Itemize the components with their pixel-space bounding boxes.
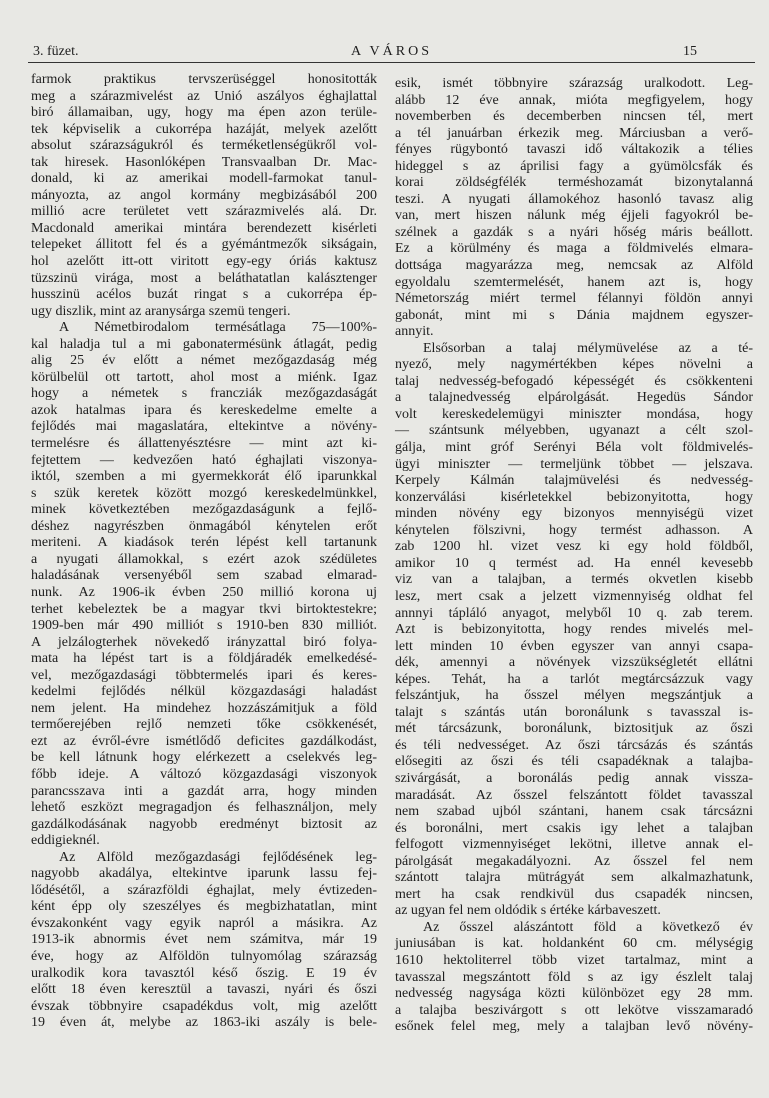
text-line: párolgását megakadályozni. Az ősszel fel nem	[395, 853, 753, 869]
text-line: gazdálkodásának nagyobb eredményt biztosit az	[31, 816, 377, 832]
text-line: tüzszinü virága, most a beláthatatlan kalásztenger	[31, 270, 377, 286]
text-line: eddigieknél.	[31, 833, 100, 849]
text-line: lett minden 10 évben egyszer van annyi csapa-	[395, 638, 753, 654]
text-line: nedvesség nagysága közti különbözet egy 28 mm.	[395, 986, 753, 1002]
paragraph	[395, 76, 753, 341]
paragraph	[31, 72, 377, 320]
text-line: minden növény egy bizonyos mennyiségü vizet	[395, 506, 753, 522]
text-line: felszántjuk, ha ősszel mélyen megszántjuk a	[395, 688, 753, 704]
text-line: évszak többnyire csapadékdus volt, mig azelőtt	[31, 998, 377, 1014]
text-line: lesz, mert csak a jelzett vizmennyiség oldhat fel	[395, 588, 753, 604]
text-line: telepeket állitott fel és a gyémántmezők sikságain,	[31, 237, 377, 253]
text-line: lődésétől, a szárazföldi éghajlat, mely évtizeden-	[31, 882, 377, 898]
text-line: főbb ideje. A változó közgazdasági viszonyok	[31, 766, 377, 782]
text-line: haladásának versenyéből sem szabad elmarad-	[31, 568, 377, 584]
text-line: mét tárcsázunk, boronálunk, biztositjuk az őszi	[395, 721, 753, 737]
text-line: tavasszal megszántott föld s az igy észlelt talaj	[395, 969, 753, 985]
paragraph	[31, 850, 377, 1032]
text-line: hogy a németek s francziák mezőgazdaságát	[31, 386, 377, 402]
text-line: 1610 hektoliterrel több vizet tartalmaz, mint a	[395, 952, 753, 968]
text-line: nem jelent. Ha mindehez hozzászámitjuk a föld	[31, 700, 377, 716]
text-line: körülbelül ott tartott, ahol most a miénk. Igaz	[31, 369, 377, 385]
text-line: parancsszava inti a gazdát arra, hogy minden	[31, 783, 377, 799]
text-line: nem szabad ujból szántani, hanem csak tárcsázni	[395, 804, 753, 820]
text-line: elősegiti az őszi és téli csapadéknak a talajba-	[395, 754, 753, 770]
text-line: gálja, mint gróf Serényi Béla volt földmivelés-	[395, 440, 753, 456]
text-line: lehető eszközt megragadjon és felhasználjon, mely	[31, 800, 377, 816]
text-line: szántott talajra mütrágyát sem alkalmazhatunk,	[395, 870, 753, 886]
text-line: juniusában is kat. holdanként 60 cm. mélységig	[395, 936, 753, 952]
text-line: előtt 18 éven keresztül a tavaszi, nyári és őszi	[31, 982, 377, 998]
text-line: éve, hogy az Alföldön tulnyomólag szárazság	[31, 948, 377, 964]
text-line: novemberben és decemberben nincsen tél, mert	[395, 109, 753, 125]
text-line: mert ha csak rendkivül dus csapadék nincsen,	[395, 886, 753, 902]
text-line: uralkodik kora tavasztól késő őszig. E 19 év	[31, 965, 377, 981]
text-line: tek képviselik a cukorrépa hazáját, melyek azelőtt	[31, 121, 377, 137]
text-line: donald, ki az amerikai modell-farmokat tanul-	[31, 171, 377, 187]
text-line: farmok praktikus tervszerüséggel honositották	[31, 72, 377, 87]
text-line: Kerpely Kálmán talajmüvelési és nedvesség-	[395, 473, 753, 489]
text-line: kal haladja tul a mi gabonatermésünk átlagát, pedig	[31, 336, 377, 352]
text-line: Ez a körülmény és maga a földmivelés elmara-	[395, 241, 753, 257]
text-line: szélnek a gazdák s a nyári hőség máris beállott.	[395, 224, 753, 240]
text-line: A Németbirodalom termésátlaga 75—100%-	[59, 320, 377, 336]
text-line: kedelmi fejlődés nélkül közgazdasági haladást	[31, 684, 377, 700]
text-line: a nyugati államokkal, s ezért azok szédületes	[31, 551, 377, 567]
text-line: esőnek felel meg, mely a talajban levő növény-	[395, 1019, 753, 1035]
text-column-right	[395, 76, 753, 1036]
text-line: Az ősszel alászántott föld a következő év	[423, 919, 753, 935]
header-rule	[28, 62, 755, 63]
text-line: minek következtében mezőgazdaságunk a fejlő-	[31, 502, 377, 518]
text-line: fejlődés mai magaslatára, eltekintve a növény-	[31, 419, 377, 435]
running-header	[28, 44, 755, 62]
text-line: és téli nedvességet. Az őszi tárcsázás és szántás	[395, 737, 753, 753]
text-line: 1909-ben már 490 milliót s 1910-ben 830 milliót.	[31, 618, 377, 634]
text-line: dék, amennyi a növények vizszükségletét ellátni	[395, 655, 753, 671]
text-line: Azt is bebizonyitotta, hogy rendes mivelés mel-	[395, 622, 753, 638]
text-line: viz van a talajban, a termés okvetlen kisebb	[395, 572, 753, 588]
issue-label: 3. füzet.	[33, 44, 79, 59]
text-line: termelésre és állattenyésztésre — mint azt ki-	[31, 436, 377, 452]
text-line: — szántsunk mélyebben, ugyanazt a célt szol-	[395, 423, 753, 439]
text-line: volt kereskedelemügyi miniszter mondása, hogy	[395, 406, 753, 422]
text-line: tak hiresek. Hasonlóképen Transvaalban Dr. Mac-	[31, 154, 377, 170]
paragraph	[395, 341, 753, 920]
text-line: terhet kebeleztek be a magyar tkvi birtoktestekre;	[31, 601, 377, 617]
text-line: zab 1200 hl. vizet vesz ki egy hold földből,	[395, 539, 753, 555]
text-line: meg a szárazmivelést az Unió aszályos éghajlattal	[31, 88, 377, 104]
text-line: maradását. Az ősszel felszántott földet tavasszal	[395, 787, 753, 803]
text-line: biró államaiban, ugy, hogy ma épen azon terüle-	[31, 105, 377, 121]
text-line: ként épp oly szeszélyes és megbizhatatlan, mint	[31, 899, 377, 915]
text-line: 19 éven át, melybe az 1863-iki aszály is bele-	[31, 1015, 377, 1031]
text-line: a talajnedvesség elpárolgását. Hegedüs Sándor	[395, 390, 753, 406]
text-line: déshez nagyrészben önmagából kénytelen erőt	[31, 518, 377, 534]
text-line: ezt az évről-évre ismétlődő deficites gazdálkodást,	[31, 733, 377, 749]
text-line: a tél januárban érkezik meg. Márciusban a verő-	[395, 125, 753, 141]
text-line: fényes rügybontó tavaszi idő váltakozik a télies	[395, 142, 753, 158]
text-line: esik, ismét többnyire szárazság uralkodott. Leg-	[395, 76, 753, 91]
text-line: kénytelen fölszivni, hogy termést adhasson. A	[395, 522, 753, 538]
text-line: felfogott vizmennyiséget lekötni, illetve annak el-	[395, 837, 753, 853]
text-line: hideggel s az áprilisi fagy a gyümölcsfák és	[395, 158, 753, 174]
text-line: az ugyan fel nem oldódik s értéke kárbaveszett.	[395, 903, 661, 919]
text-line: hol azelőtt itt-ott viritott egy-egy óriás kaktusz	[31, 254, 377, 270]
text-line: vel, mezőgazdasági többtermelés ipari és keres-	[31, 667, 377, 683]
text-line: dottsága magyarázza meg, nemcsak az Alföld	[395, 258, 753, 274]
journal-title: A VÁROS	[350, 44, 433, 59]
text-line: alig 25 év előtt a német mezőgazdaság még	[31, 353, 377, 369]
text-line: alább 12 éve annak, mióta megfigyelem, hogy	[395, 92, 753, 108]
text-column-left	[31, 72, 377, 1032]
text-line: ugy diszlik, mint az aranysárga szemü tengeri.	[31, 303, 291, 319]
text-line: be kell látnunk hogy elérkezett a cselekvés leg-	[31, 750, 377, 766]
text-line: meriteni. A kiadások terén lépést kell tartanunk	[31, 535, 377, 551]
text-line: mata ha lépést tart is a földjáradék emelkedésé-	[31, 651, 377, 667]
text-line: annnyi tápláló anyagot, melyből 10 q. zab terem.	[395, 605, 753, 621]
text-line: Németország miért termel félannyi földön annyi	[395, 291, 753, 307]
text-line: ügyi miniszter — termeljünk többet — jelszava.	[395, 456, 753, 472]
text-line: mányozta, az angol kormány megbizásából 200	[31, 187, 377, 203]
text-line: van, mert hiszen nálunk még éjjeli fagyokról be-	[395, 208, 753, 224]
text-line: szivárgását, a boronálás pedig annak vissza-	[395, 770, 753, 786]
paragraph	[395, 920, 753, 1036]
text-line: nyező, mely nagymértékben képes növelni a	[395, 357, 753, 373]
text-line: Macdonald amerikai mintára berendezett kisérleti	[31, 220, 377, 236]
text-line: évszakonként vagy egyik napról a másikra. Az	[31, 915, 377, 931]
text-line: s szük keretek között mozgó kereskedelmünkkel,	[31, 485, 377, 501]
text-line: egyoldalu szemtermelését, hanem azt is, hogy	[395, 274, 753, 290]
text-line: képes. Tehát, ha a tarlót megtárcsázzuk vagy	[395, 671, 753, 687]
text-line: Az Alföld mezőgazdasági fejlődésének leg-	[59, 849, 377, 865]
text-line: talajt s szántás után boronálunk s tavasszal is-	[395, 704, 753, 720]
text-line: talaj nedvesség-befogadó képességét és csökkenteni	[395, 373, 753, 389]
text-line: iktól, szemben a mi gyermekkorát élő iparunkkal	[31, 469, 377, 485]
text-line: 1913-ik abnormis évet nem számitva, már 19	[31, 932, 377, 948]
text-line: a talajba beszivárgott s ott lekötve visszamaradó	[395, 1002, 753, 1018]
text-line: millió acre területet vett szárazmivelés alá. Dr.	[31, 204, 377, 220]
text-line: konzerválási kisérletekkel bebizonyitotta, hogy	[395, 489, 753, 505]
text-line: fejtettem — kedvezően ható éghajlati viszonya-	[31, 452, 377, 468]
text-line: gabonát, mint mi s Dánia majdnem egyszer-	[395, 307, 753, 323]
text-line: Elsősorban a talaj mélymüvelése az a té-	[423, 340, 753, 356]
text-line: és boronálni, mert csakis igy lehet a talajban	[395, 820, 753, 836]
text-line: annyit.	[395, 324, 434, 340]
text-line: teszi. A nyugati államokéhoz hasonló tavasz alig	[395, 191, 753, 207]
page-number: 15	[683, 44, 697, 59]
text-line: azok hatalmas ipara és kereskedelme emelte a	[31, 402, 377, 418]
text-line: korai zöldségfélék terméshozamát bizonytalanná	[395, 175, 753, 191]
text-line: husszinü acélos buzát ringat s a cukorrépa ép-	[31, 287, 377, 303]
text-line: nagyobb akadálya, eltekintve iparunk lassu fej-	[31, 866, 377, 882]
text-line: termőerejében rejlő nemzeti tőke csökkenését,	[31, 717, 377, 733]
text-line: amikor 10 q termést ad. Ha ennél kevesebb	[395, 555, 753, 571]
text-line: A jelzálogterhek növekedő irányzattal biró folya-	[31, 634, 377, 650]
paragraph	[31, 320, 377, 850]
text-line: absolut szárazságukról és terméketlenségükről vol-	[31, 138, 377, 154]
text-line: nunk. Az 1906-ik évben 250 millió korona uj	[31, 584, 377, 600]
